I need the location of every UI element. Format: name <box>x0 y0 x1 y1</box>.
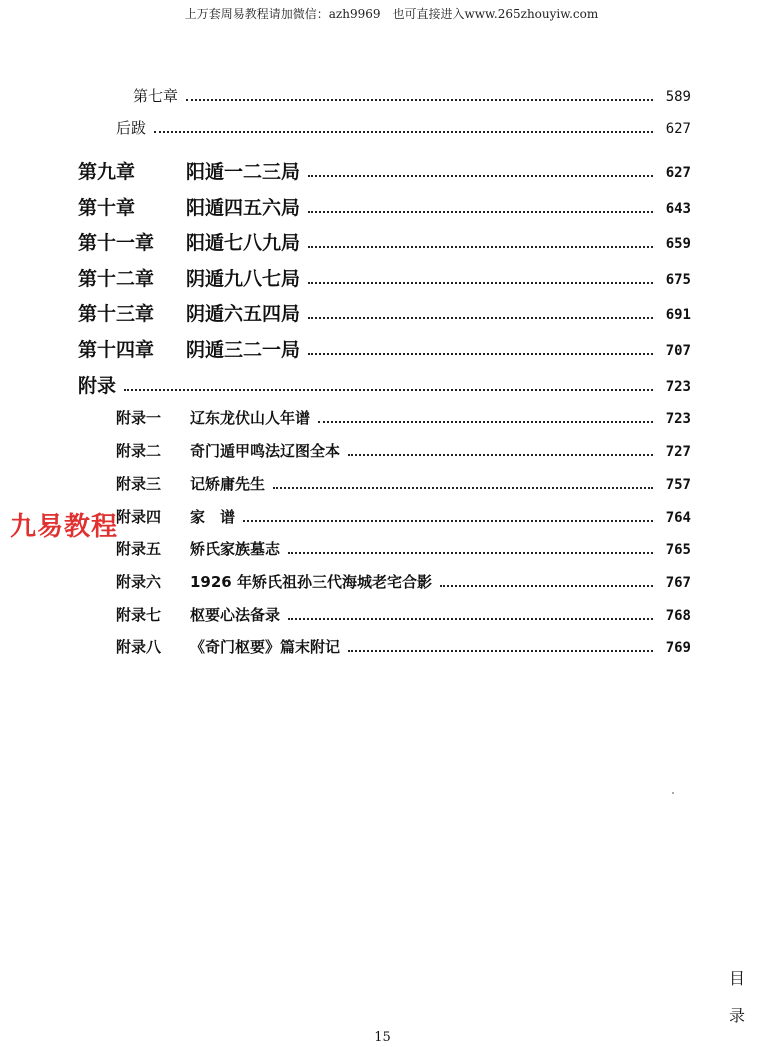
toc-row-chapter[interactable] <box>78 234 691 253</box>
side-label-top: 目 <box>729 969 746 988</box>
appendix-name: 1926 年矫氏祖孙三代海城老宅合影 <box>190 573 432 591</box>
leader-dots <box>273 487 653 489</box>
appendix-item-title <box>116 575 432 590</box>
toc-page-number: 764 <box>665 509 691 526</box>
toc-chapter-title <box>78 234 300 253</box>
toc-row-appendix-item[interactable] <box>116 575 691 590</box>
toc-row-chapter[interactable] <box>78 199 691 218</box>
appendix-number: 附录四 <box>116 508 162 526</box>
appendix-item-title <box>116 477 265 492</box>
toc-row-appendix[interactable] <box>78 377 691 396</box>
leader-dots <box>288 618 653 620</box>
chapter-name: 阳遁七八九局 <box>186 232 301 254</box>
leader-dots <box>308 353 653 355</box>
chapter-number: 第九章 <box>78 161 136 183</box>
appendix-name: 记矫庸先生 <box>190 475 266 493</box>
leader-dots <box>124 389 653 391</box>
toc-chapter-title <box>78 199 300 218</box>
toc-page-number: 769 <box>665 639 691 656</box>
side-label-bottom: 录 <box>729 1006 746 1025</box>
appendix-item-title <box>116 542 280 557</box>
chapter-name: 阳遁四五六局 <box>186 197 301 219</box>
page-header: 上万套周易教程请加微信：azh9969 也可直接进入www.265zhouyiw.com <box>184 7 599 21</box>
appendix-name: 家 谱 <box>190 508 236 526</box>
toc-chapter-title <box>78 163 300 182</box>
toc-page-number: 627 <box>665 120 691 137</box>
toc-row-chapter[interactable] <box>78 341 691 360</box>
leader-dots <box>243 520 653 522</box>
leader-dots <box>308 317 653 319</box>
appendix-number: 附录五 <box>116 540 162 558</box>
toc-page-number: 768 <box>665 607 691 624</box>
toc-page-number: 757 <box>665 476 691 493</box>
appendix-number: 附录二 <box>116 442 162 460</box>
toc-page-number: 675 <box>665 271 691 288</box>
toc-page-number: 643 <box>665 200 691 217</box>
chapter-number: 第十一章 <box>78 232 155 254</box>
toc-page-number: 765 <box>665 541 691 558</box>
toc-chapter-title <box>78 305 300 324</box>
toc-row-appendix-item[interactable] <box>116 411 691 426</box>
chapter-number: 第十二章 <box>78 268 155 290</box>
appendix-number: 附录六 <box>116 573 162 591</box>
toc-row-section[interactable] <box>116 121 691 136</box>
toc-page-number: 659 <box>665 235 691 252</box>
chapter-number: 第十章 <box>78 197 136 219</box>
appendix-name: 枢要心法备录 <box>190 606 281 624</box>
leader-dots <box>348 650 653 652</box>
appendix-name: 辽东龙伏山人年谱 <box>190 409 311 427</box>
appendix-item-title <box>116 411 310 426</box>
chapter-number: 第十三章 <box>78 303 155 325</box>
leader-dots <box>154 131 653 133</box>
toc-chapter-title <box>78 341 300 360</box>
toc-row-chapter[interactable] <box>78 270 691 289</box>
leader-dots <box>348 454 653 456</box>
appendix-number: 附录七 <box>116 606 162 624</box>
toc-row-appendix-item[interactable] <box>116 542 691 557</box>
toc-page-number: 767 <box>665 574 691 591</box>
leader-dots <box>318 421 653 423</box>
chapter-name: 阳遁一二三局 <box>186 161 301 183</box>
toc-section-label: 第七章 <box>133 87 179 105</box>
appendix-number: 附录一 <box>116 409 162 427</box>
toc-page-number: 723 <box>665 378 691 395</box>
watermark-logo: 九易教程 <box>10 512 119 542</box>
leader-dots <box>308 211 653 213</box>
toc-row-chapter[interactable] <box>78 305 691 324</box>
toc-page-number: 691 <box>665 306 691 323</box>
appendix-item-title <box>116 608 280 623</box>
scan-speck <box>672 792 674 794</box>
appendix-item-title <box>116 444 340 459</box>
toc-row-appendix-item[interactable] <box>116 510 691 525</box>
toc-page-number: 727 <box>665 443 691 460</box>
toc-row-appendix-item[interactable] <box>116 640 691 655</box>
chapter-name: 阴遁九八七局 <box>186 268 301 290</box>
toc-row-appendix-item[interactable] <box>116 444 691 459</box>
toc-page-number: 589 <box>665 88 691 105</box>
appendix-number: 附录三 <box>116 475 162 493</box>
toc-row-appendix-item[interactable] <box>116 477 691 492</box>
leader-dots <box>308 282 653 284</box>
appendix-item-title <box>116 510 235 525</box>
appendix-name: 矫氏家族墓志 <box>190 540 281 558</box>
toc-page-number: 627 <box>665 164 691 181</box>
toc-row-chapter[interactable] <box>78 163 691 182</box>
chapter-name: 阴遁三二一局 <box>186 339 301 361</box>
toc-section-label: 后跋 <box>116 119 147 137</box>
appendix-number: 附录八 <box>116 638 162 656</box>
leader-dots <box>308 246 653 248</box>
chapter-number: 第十四章 <box>78 339 155 361</box>
toc-chapter-title <box>78 270 300 289</box>
toc-row-appendix-item[interactable] <box>116 608 691 623</box>
toc-page-number: 723 <box>665 410 691 427</box>
leader-dots <box>308 175 653 177</box>
appendix-name: 奇门遁甲鸣法辽图全本 <box>190 442 341 460</box>
toc-page-number: 707 <box>665 342 691 359</box>
leader-dots <box>186 99 653 101</box>
leader-dots <box>440 585 653 587</box>
leader-dots <box>288 552 653 554</box>
appendix-heading: 附录 <box>78 375 117 397</box>
toc-row-section[interactable] <box>133 89 691 104</box>
appendix-item-title <box>116 640 340 655</box>
page-number: 15 <box>374 1030 391 1045</box>
chapter-name: 阴遁六五四局 <box>186 303 301 325</box>
appendix-name: 《奇门枢要》篇末附记 <box>190 638 341 656</box>
